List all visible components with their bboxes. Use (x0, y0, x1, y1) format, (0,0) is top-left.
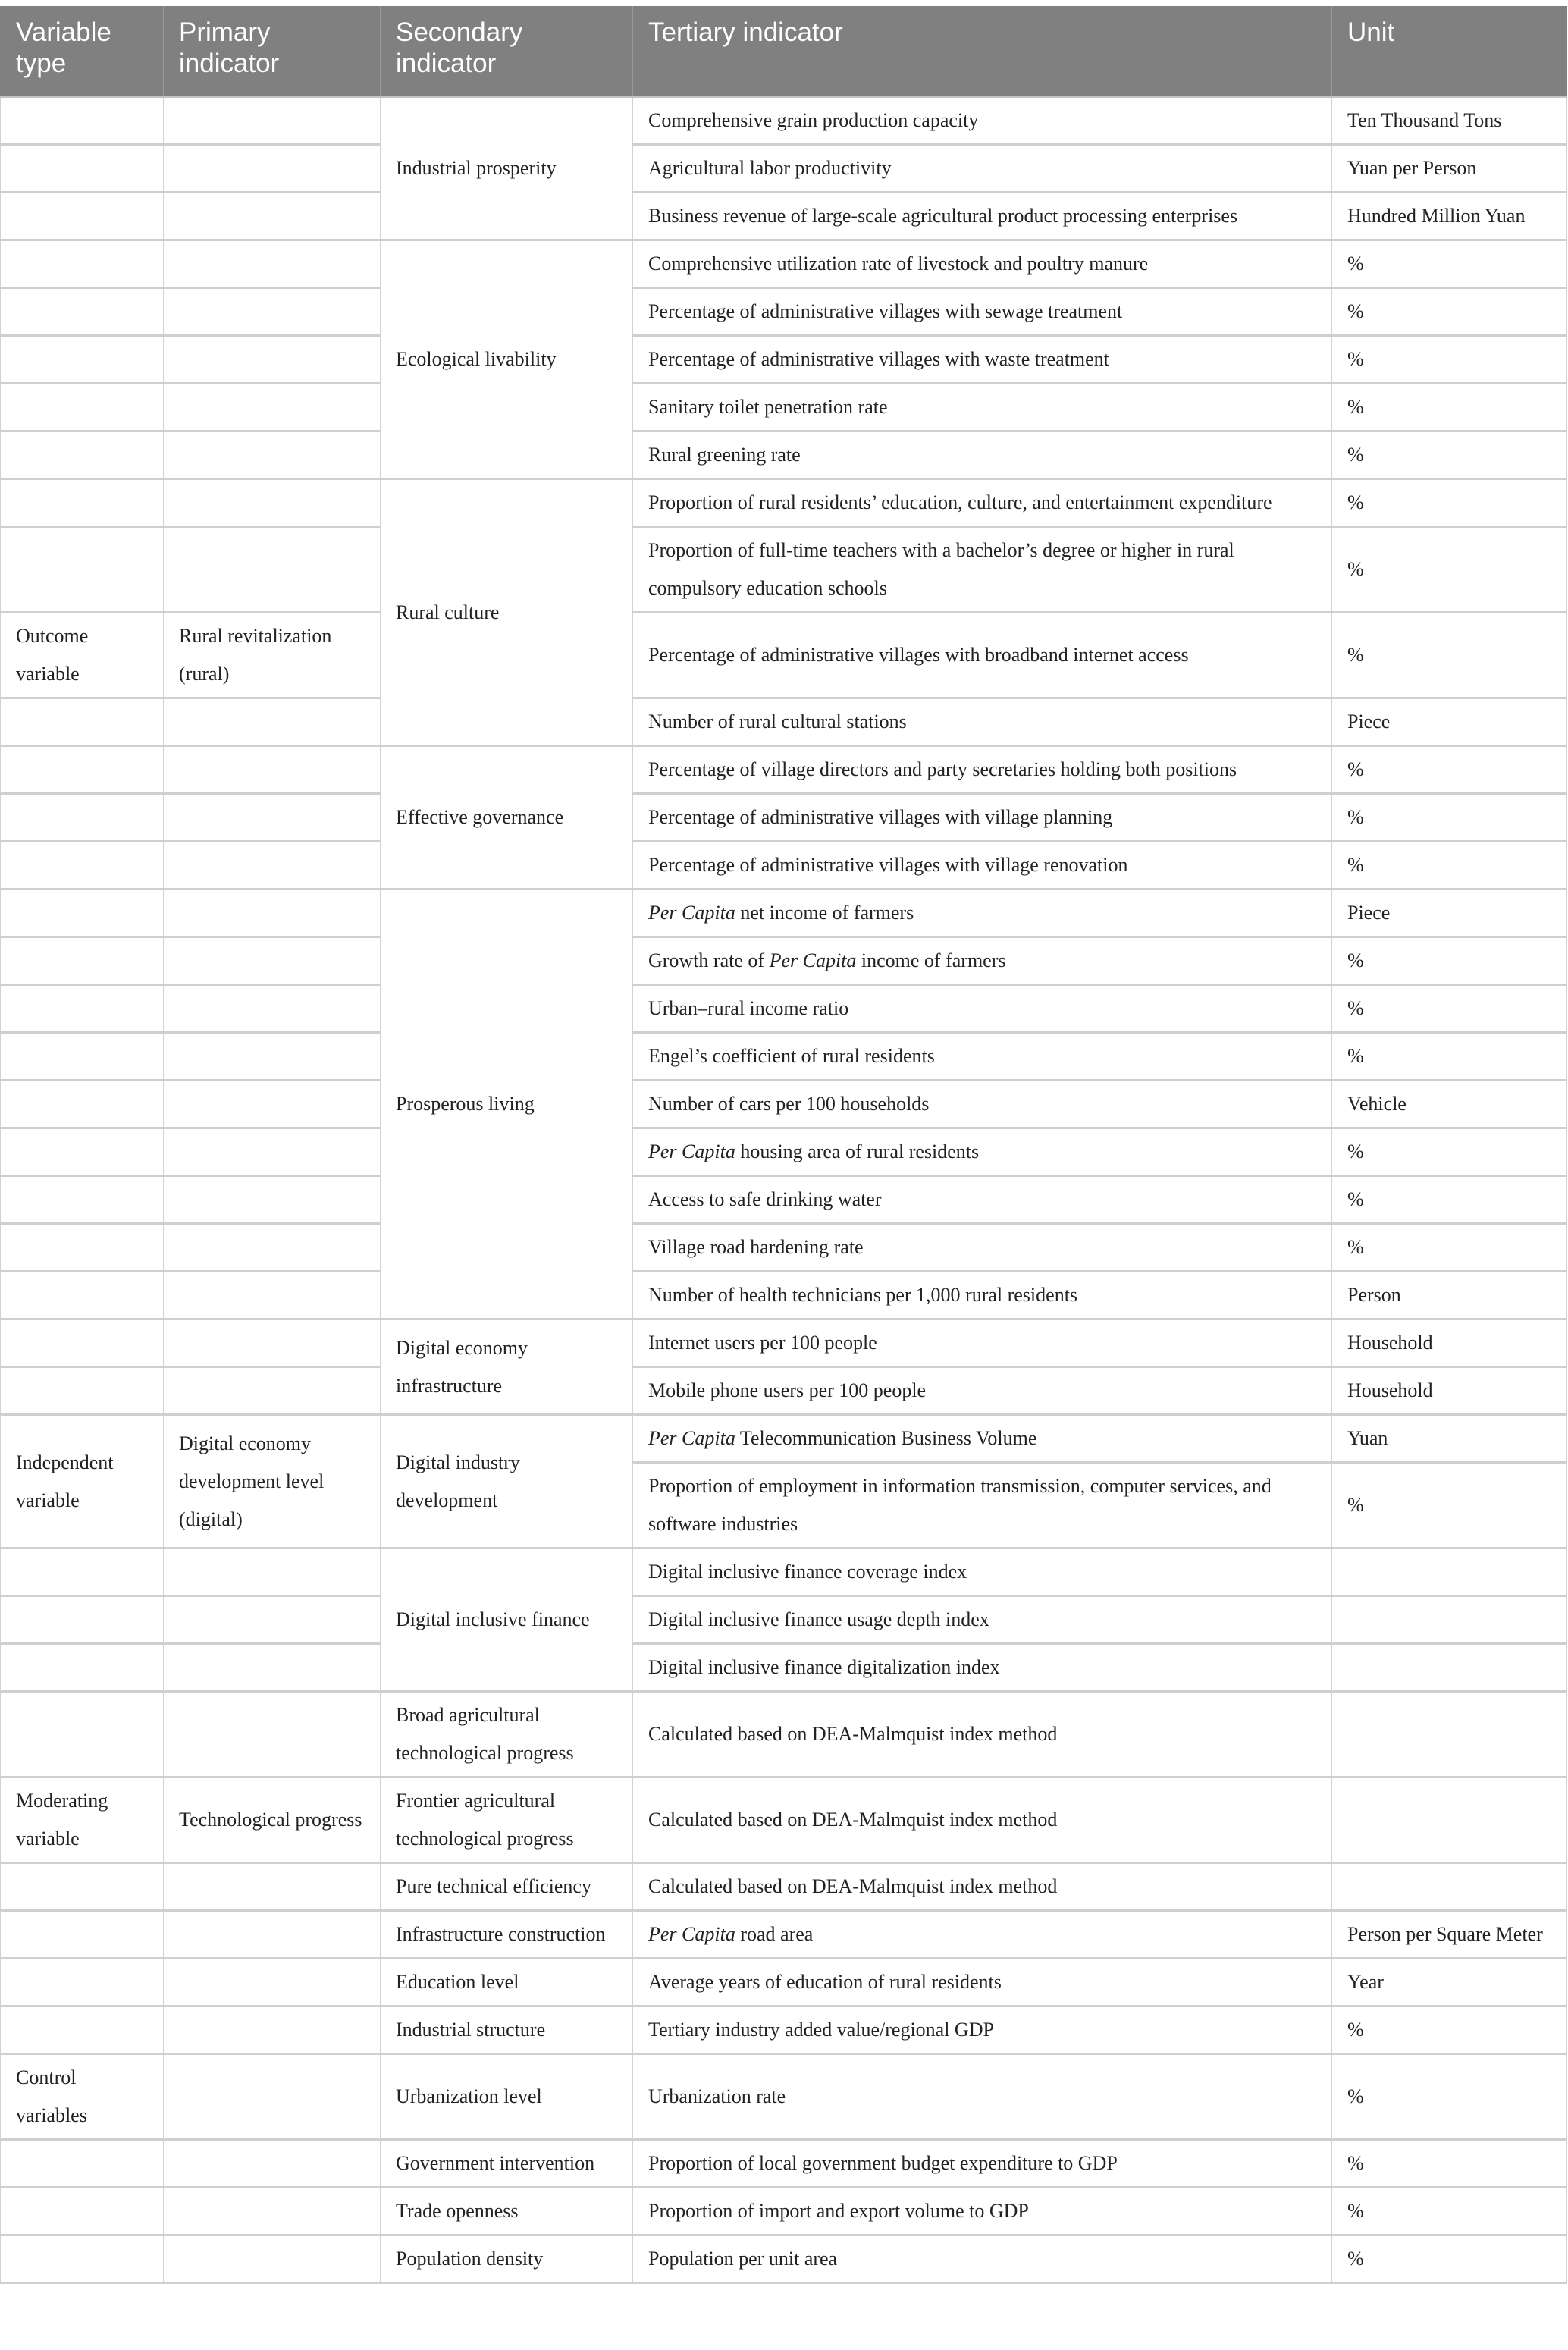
unit-cell: % (1332, 746, 1567, 794)
tertiary-indicator-cell (633, 1128, 1332, 1176)
tertiary-text: Percentage of administrative villages with sewage treatment (648, 300, 1123, 322)
table-row (1, 288, 1567, 336)
table-row (1, 193, 1567, 240)
header-primary-indicator: Primary indicator (164, 6, 381, 97)
tertiary-text: Number of cars per 100 households (648, 1093, 930, 1115)
variable-type-cell (1, 527, 164, 613)
tertiary-indicator-cell (633, 1863, 1332, 1911)
tertiary-text: Proportion of employment in information transmission, computer services, and software industries (648, 1475, 1272, 1535)
table-row (1, 145, 1567, 193)
unit-cell (1332, 1777, 1567, 1863)
tertiary-indicator-cell (633, 1644, 1332, 1692)
unit-cell: Year (1332, 1959, 1567, 2006)
primary-indicator-cell (164, 1911, 381, 1959)
primary-indicator-cell (164, 1272, 381, 1319)
tertiary-text: Calculated based on DEA-Malmquist index method (648, 1875, 1058, 1897)
header-row (1, 6, 1567, 97)
tertiary-indicator-cell (633, 1224, 1332, 1272)
unit-cell: % (1332, 336, 1567, 384)
primary-indicator-cell (164, 1596, 381, 1644)
secondary-indicator-cell: Industrial structure (381, 2006, 633, 2054)
variable-type-cell (1, 1692, 164, 1777)
primary-indicator-cell (164, 1863, 381, 1911)
table-header (1, 6, 1567, 97)
variable-type-cell (1, 889, 164, 937)
variable-type-cell (1, 1272, 164, 1319)
tertiary-indicator-cell (633, 698, 1332, 746)
table-row (1, 746, 1567, 794)
secondary-indicator-cell: Education level (381, 1959, 633, 2006)
header-unit: Unit (1332, 6, 1567, 97)
primary-indicator-cell (164, 2235, 381, 2283)
table-row (1, 1548, 1567, 1596)
tertiary-indicator-cell (633, 1463, 1332, 1548)
tertiary-text: Average years of education of rural residents (648, 1971, 1002, 1993)
variable-type-cell (1, 288, 164, 336)
unit-cell: % (1332, 240, 1567, 288)
unit-cell: Ten Thousand Tons (1332, 97, 1567, 145)
variable-type-cell (1, 240, 164, 288)
tertiary-text: Rural greening rate (648, 444, 801, 466)
unit-cell: Yuan (1332, 1415, 1567, 1463)
variable-type-cell (1, 1644, 164, 1692)
primary-indicator-cell (164, 2006, 381, 2054)
primary-indicator-cell (164, 1033, 381, 1081)
variable-type-cell (1, 1959, 164, 2006)
secondary-indicator-cell: Effective governance (381, 746, 633, 889)
tertiary-indicator-cell (633, 240, 1332, 288)
primary-indicator-cell (164, 336, 381, 384)
table-row (1, 1128, 1567, 1176)
primary-indicator-cell: Digital economy development level (digital) (164, 1415, 381, 1548)
tertiary-text: Mobile phone users per 100 people (648, 1379, 927, 1401)
primary-indicator-cell (164, 1644, 381, 1692)
tertiary-indicator-cell (633, 985, 1332, 1033)
primary-indicator-cell (164, 1081, 381, 1128)
tertiary-text: Business revenue of large-scale agricultural product processing enterprises (648, 205, 1238, 227)
variable-type-cell (1, 145, 164, 193)
table-row (1, 1081, 1567, 1128)
unit-cell: % (1332, 937, 1567, 985)
variable-type-cell (1, 1033, 164, 1081)
primary-indicator-cell (164, 193, 381, 240)
indicator-table (0, 6, 1567, 2284)
tertiary-text: Percentage of administrative villages with waste treatment (648, 348, 1109, 370)
table-row (1, 1692, 1567, 1777)
tertiary-indicator-cell (633, 479, 1332, 527)
unit-cell: % (1332, 2140, 1567, 2188)
variable-type-cell (1, 479, 164, 527)
unit-cell (1332, 1692, 1567, 1777)
secondary-indicator-cell: Trade openness (381, 2188, 633, 2235)
tertiary-indicator-cell (633, 937, 1332, 985)
variable-type-cell (1, 1548, 164, 1596)
unit-cell: % (1332, 2235, 1567, 2283)
tertiary-text: Growth rate of (648, 949, 770, 971)
tertiary-italic-text: Per Capita (648, 1140, 735, 1162)
table-row (1, 1272, 1567, 1319)
unit-cell: % (1332, 1463, 1567, 1548)
table-row (1, 1644, 1567, 1692)
tertiary-text: Percentage of administrative villages with broadband internet access (648, 644, 1189, 666)
primary-indicator-cell (164, 1128, 381, 1176)
tertiary-text: Village road hardening rate (648, 1236, 864, 1258)
unit-cell: % (1332, 2006, 1567, 2054)
primary-indicator-cell (164, 2140, 381, 2188)
table-row (1, 1863, 1567, 1911)
tertiary-indicator-cell (633, 1272, 1332, 1319)
unit-cell: % (1332, 1176, 1567, 1224)
tertiary-indicator-cell (633, 794, 1332, 842)
secondary-indicator-cell: Digital economy infrastructure (381, 1319, 633, 1415)
primary-indicator-cell (164, 1319, 381, 1367)
tertiary-indicator-cell (633, 1319, 1332, 1367)
variable-type-cell: Independent variable (1, 1415, 164, 1548)
tertiary-indicator-cell (633, 1959, 1332, 2006)
primary-indicator-cell (164, 985, 381, 1033)
tertiary-indicator-cell (633, 384, 1332, 431)
tertiary-text: Calculated based on DEA-Malmquist index method (648, 1809, 1058, 1831)
primary-indicator-cell (164, 1959, 381, 2006)
primary-indicator-cell (164, 889, 381, 937)
tertiary-text: Digital inclusive finance digitalization index (648, 1656, 1000, 1678)
unit-cell (1332, 1863, 1567, 1911)
unit-cell: % (1332, 2188, 1567, 2235)
tertiary-text: Agricultural labor productivity (648, 157, 892, 179)
table-row (1, 842, 1567, 889)
table-row (1, 937, 1567, 985)
table-row (1, 384, 1567, 431)
table-row (1, 2235, 1567, 2283)
tertiary-indicator-cell (633, 1415, 1332, 1463)
tertiary-indicator-cell (633, 1033, 1332, 1081)
tertiary-text: Percentage of administrative villages with village renovation (648, 854, 1128, 876)
tertiary-text: net income of farmers (735, 902, 914, 924)
table-row (1, 1224, 1567, 1272)
table-row (1, 1415, 1567, 1463)
table-row (1, 336, 1567, 384)
tertiary-text: Population per unit area (648, 2248, 838, 2270)
unit-cell: Vehicle (1332, 1081, 1567, 1128)
tertiary-text: Urban–rural income ratio (648, 997, 849, 1019)
secondary-indicator-cell: Digital inclusive finance (381, 1548, 633, 1692)
primary-indicator-cell (164, 2054, 381, 2140)
header-variable-type: Variable type (1, 6, 164, 97)
primary-indicator-cell (164, 240, 381, 288)
variable-type-cell (1, 1863, 164, 1911)
tertiary-text: Calculated based on DEA-Malmquist index method (648, 1723, 1058, 1745)
table-row (1, 97, 1567, 145)
tertiary-italic-text: Per Capita (769, 949, 857, 971)
tertiary-indicator-cell (633, 2054, 1332, 2140)
variable-type-cell (1, 1596, 164, 1644)
table-row (1, 2054, 1567, 2140)
table-row (1, 1033, 1567, 1081)
table-body (1, 97, 1567, 2283)
tertiary-text: Percentage of village directors and party secretaries holding both positions (648, 758, 1237, 780)
primary-indicator-cell (164, 842, 381, 889)
unit-cell: % (1332, 431, 1567, 479)
tertiary-indicator-cell (633, 613, 1332, 698)
tertiary-indicator-cell (633, 2006, 1332, 2054)
table-row (1, 889, 1567, 937)
secondary-indicator-cell: Infrastructure construction (381, 1911, 633, 1959)
primary-indicator-cell (164, 1367, 381, 1415)
variable-type-cell (1, 336, 164, 384)
primary-indicator-cell (164, 937, 381, 985)
tertiary-indicator-cell (633, 193, 1332, 240)
primary-indicator-cell (164, 794, 381, 842)
variable-type-cell (1, 1911, 164, 1959)
tertiary-indicator-cell (633, 1692, 1332, 1777)
secondary-indicator-cell: Frontier agricultural technological progress (381, 1777, 633, 1863)
variable-type-cell (1, 2140, 164, 2188)
tertiary-text: Internet users per 100 people (648, 1332, 877, 1354)
unit-cell: Person per Square Meter (1332, 1911, 1567, 1959)
table-row (1, 2140, 1567, 2188)
primary-indicator-cell (164, 746, 381, 794)
variable-type-cell (1, 1367, 164, 1415)
tertiary-text: housing area of rural residents (735, 1140, 980, 1162)
table-row (1, 1176, 1567, 1224)
variable-type-cell: Moderating variable (1, 1777, 164, 1863)
tertiary-text: Digital inclusive finance usage depth index (648, 1608, 989, 1630)
tertiary-indicator-cell (633, 527, 1332, 613)
unit-cell: Household (1332, 1367, 1567, 1415)
tertiary-indicator-cell (633, 1081, 1332, 1128)
tertiary-text: income of farmers (856, 949, 1006, 971)
tertiary-text: Comprehensive grain production capacity (648, 109, 979, 131)
unit-cell: Piece (1332, 698, 1567, 746)
secondary-indicator-cell: Digital industry development (381, 1415, 633, 1548)
secondary-indicator-cell: Prosperous living (381, 889, 633, 1319)
variable-type-cell: Control variables (1, 2054, 164, 2140)
primary-indicator-cell (164, 288, 381, 336)
variable-type-cell (1, 2006, 164, 2054)
tertiary-text: Comprehensive utilization rate of livestock and poultry manure (648, 253, 1149, 275)
unit-cell: % (1332, 384, 1567, 431)
tertiary-text: Tertiary industry added value/regional GDP (648, 2019, 994, 2041)
tertiary-text: Engel’s coefficient of rural residents (648, 1045, 935, 1067)
tertiary-italic-text: Per Capita (648, 902, 735, 924)
variable-type-cell (1, 1128, 164, 1176)
table-row (1, 698, 1567, 746)
secondary-indicator-cell: Industrial prosperity (381, 97, 633, 240)
variable-type-cell (1, 842, 164, 889)
tertiary-indicator-cell (633, 2140, 1332, 2188)
unit-cell: % (1332, 842, 1567, 889)
unit-cell: Person (1332, 1272, 1567, 1319)
table-row (1, 431, 1567, 479)
variable-type-cell (1, 985, 164, 1033)
unit-cell: % (1332, 527, 1567, 613)
secondary-indicator-cell: Urbanization level (381, 2054, 633, 2140)
tertiary-indicator-cell (633, 97, 1332, 145)
table-row (1, 1596, 1567, 1644)
table-row (1, 2006, 1567, 2054)
table-row (1, 1959, 1567, 2006)
secondary-indicator-cell: Rural culture (381, 479, 633, 746)
tertiary-indicator-cell (633, 746, 1332, 794)
unit-cell: Hundred Million Yuan (1332, 193, 1567, 240)
primary-indicator-cell (164, 1176, 381, 1224)
unit-cell (1332, 1596, 1567, 1644)
primary-indicator-cell (164, 698, 381, 746)
tertiary-indicator-cell (633, 2235, 1332, 2283)
primary-indicator-cell (164, 97, 381, 145)
variable-type-cell (1, 97, 164, 145)
variable-type-cell (1, 937, 164, 985)
secondary-indicator-cell: Ecological livability (381, 240, 633, 479)
tertiary-indicator-cell (633, 842, 1332, 889)
unit-cell: % (1332, 479, 1567, 527)
unit-cell: % (1332, 288, 1567, 336)
tertiary-text: Number of rural cultural stations (648, 711, 907, 733)
tertiary-text: Percentage of administrative villages with village planning (648, 806, 1113, 828)
tertiary-indicator-cell (633, 336, 1332, 384)
variable-type-cell (1, 794, 164, 842)
unit-cell: % (1332, 985, 1567, 1033)
header-secondary-indicator: Secondary indicator (381, 6, 633, 97)
header-tertiary-indicator: Tertiary indicator (633, 6, 1332, 97)
tertiary-indicator-cell (633, 2188, 1332, 2235)
tertiary-text: Proportion of local government budget expenditure to GDP (648, 2152, 1118, 2174)
tertiary-text: Sanitary toilet penetration rate (648, 396, 888, 418)
primary-indicator-cell (164, 479, 381, 527)
table-row (1, 479, 1567, 527)
primary-indicator-cell (164, 384, 381, 431)
tertiary-text: Access to safe drinking water (648, 1188, 882, 1210)
unit-cell: Piece (1332, 889, 1567, 937)
variable-type-cell: Outcome variable (1, 613, 164, 698)
table-row (1, 240, 1567, 288)
tertiary-indicator-cell (633, 145, 1332, 193)
primary-indicator-cell (164, 527, 381, 613)
secondary-indicator-cell: Broad agricultural technological progress (381, 1692, 633, 1777)
unit-cell (1332, 1644, 1567, 1692)
tertiary-indicator-cell (633, 1176, 1332, 1224)
unit-cell: Household (1332, 1319, 1567, 1367)
primary-indicator-cell (164, 1224, 381, 1272)
primary-indicator-cell: Technological progress (164, 1777, 381, 1863)
unit-cell: % (1332, 1033, 1567, 1081)
variable-type-cell (1, 431, 164, 479)
primary-indicator-cell (164, 2188, 381, 2235)
tertiary-indicator-cell (633, 889, 1332, 937)
unit-cell: Yuan per Person (1332, 145, 1567, 193)
unit-cell: % (1332, 1128, 1567, 1176)
tertiary-indicator-cell (633, 1596, 1332, 1644)
table-row (1, 527, 1567, 613)
tertiary-indicator-cell (633, 1367, 1332, 1415)
tertiary-text: road area (735, 1923, 814, 1945)
tertiary-italic-text: Per Capita (648, 1427, 735, 1449)
variable-type-cell (1, 384, 164, 431)
table-row (1, 1911, 1567, 1959)
variable-type-cell (1, 1224, 164, 1272)
variable-type-cell (1, 2235, 164, 2283)
secondary-indicator-cell: Pure technical efficiency (381, 1863, 633, 1911)
secondary-indicator-cell: Government intervention (381, 2140, 633, 2188)
unit-cell: % (1332, 794, 1567, 842)
unit-cell: % (1332, 2054, 1567, 2140)
tertiary-text: Urbanization rate (648, 2085, 786, 2107)
tertiary-indicator-cell (633, 1911, 1332, 1959)
tertiary-text: Proportion of full-time teachers with a bachelor’s degree or higher in rural compulsory education schools (648, 539, 1234, 599)
table-row (1, 1319, 1567, 1367)
primary-indicator-cell (164, 1548, 381, 1596)
variable-type-cell (1, 698, 164, 746)
primary-indicator-cell (164, 431, 381, 479)
variable-type-cell (1, 1176, 164, 1224)
tertiary-text: Proportion of rural residents’ education, culture, and entertainment expenditure (648, 491, 1272, 513)
variable-type-cell (1, 746, 164, 794)
primary-indicator-cell: Rural revitalization (rural) (164, 613, 381, 698)
tertiary-text: Telecommunication Business Volume (735, 1427, 1037, 1449)
tertiary-italic-text: Per Capita (648, 1923, 735, 1945)
tertiary-indicator-cell (633, 288, 1332, 336)
variable-type-cell (1, 1081, 164, 1128)
primary-indicator-cell (164, 1692, 381, 1777)
unit-cell: % (1332, 1224, 1567, 1272)
table-row (1, 985, 1567, 1033)
table-row (1, 2188, 1567, 2235)
table-row (1, 1367, 1567, 1415)
tertiary-text: Proportion of import and export volume to GDP (648, 2200, 1029, 2222)
variable-type-cell (1, 2188, 164, 2235)
tertiary-text: Digital inclusive finance coverage index (648, 1561, 967, 1583)
secondary-indicator-cell: Population density (381, 2235, 633, 2283)
variable-type-cell (1, 193, 164, 240)
table-row (1, 1777, 1567, 1863)
variable-type-cell (1, 1319, 164, 1367)
tertiary-indicator-cell (633, 431, 1332, 479)
tertiary-indicator-cell (633, 1548, 1332, 1596)
table-row (1, 613, 1567, 698)
primary-indicator-cell (164, 145, 381, 193)
unit-cell (1332, 1548, 1567, 1596)
tertiary-text: Number of health technicians per 1,000 rural residents (648, 1284, 1078, 1306)
unit-cell: % (1332, 613, 1567, 698)
table-row (1, 794, 1567, 842)
tertiary-indicator-cell (633, 1777, 1332, 1863)
